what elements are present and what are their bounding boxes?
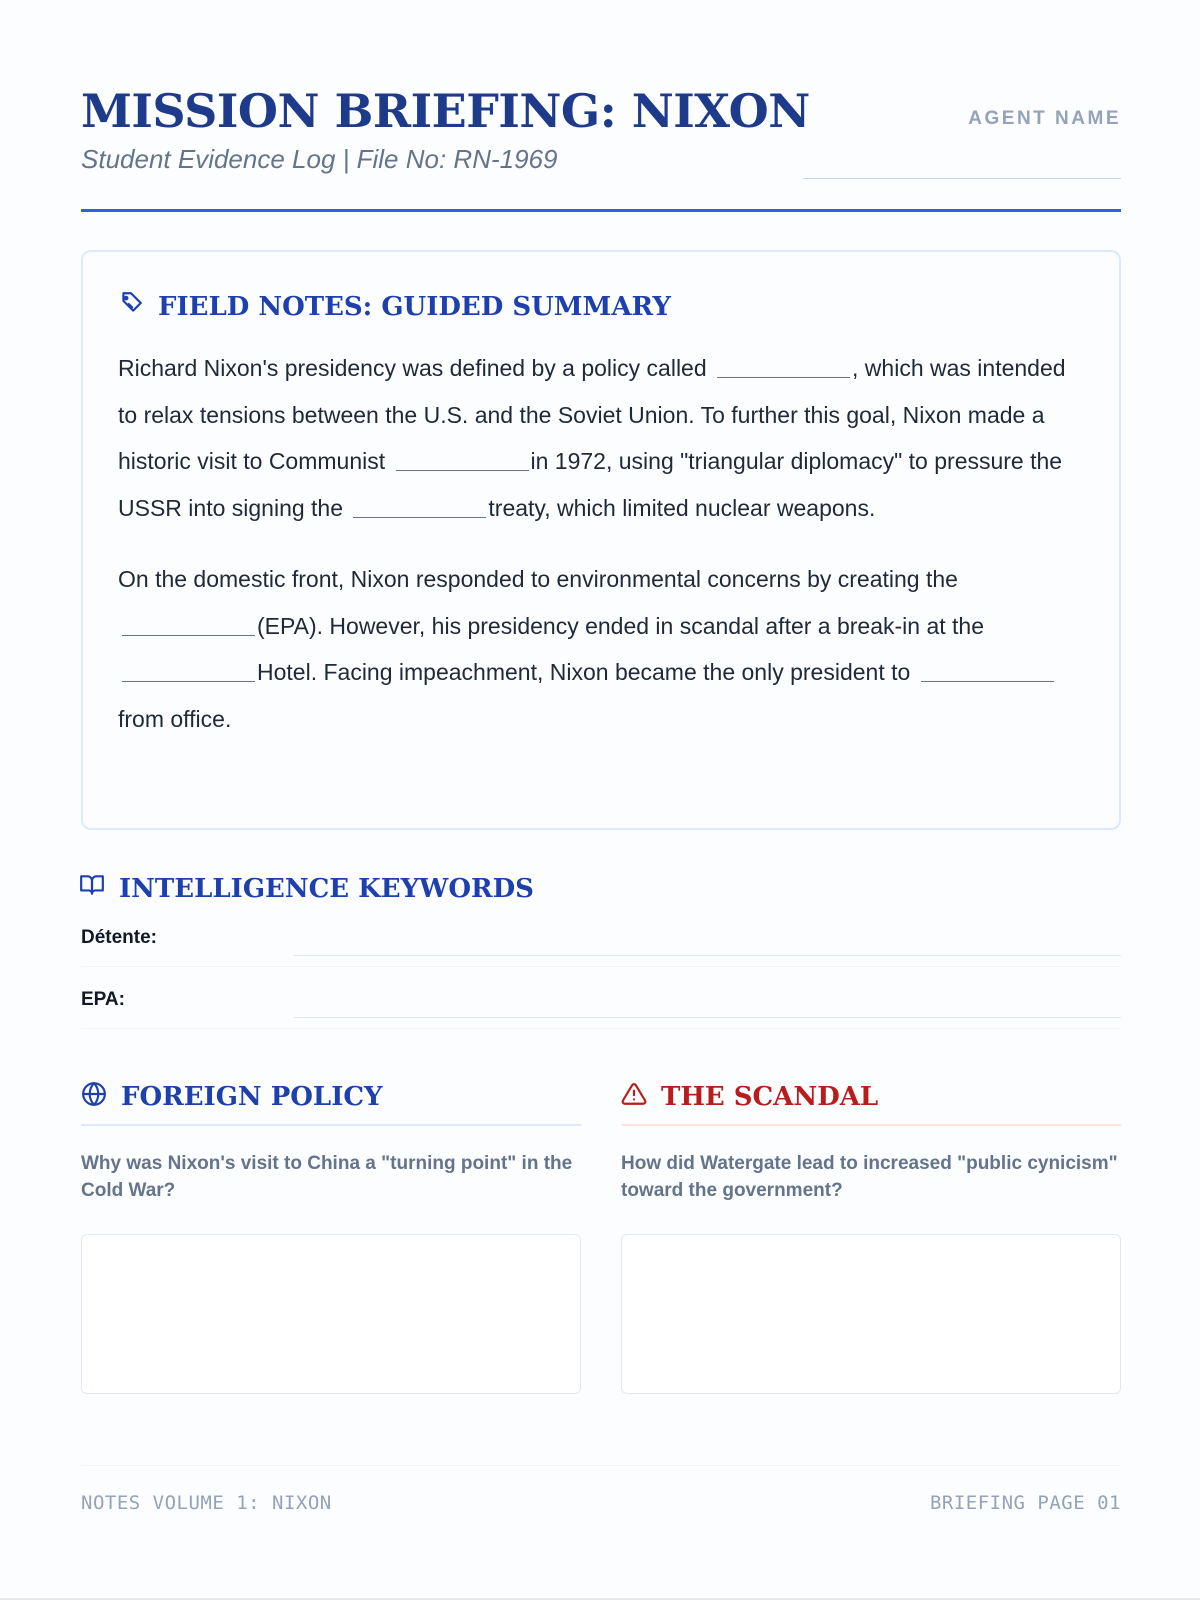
scandal-answer-box[interactable]: [621, 1234, 1121, 1394]
summary-paragraph-1: [118, 345, 1085, 531]
scandal-section: [621, 1076, 1121, 1394]
intelligence-keywords: [81, 872, 1121, 1029]
globe-icon: [81, 1081, 107, 1114]
footer-right: BRIEFING PAGE 01: [929, 1492, 1121, 1514]
keywords-heading-text: INTELLIGENCE KEYWORDS: [119, 873, 534, 904]
agent-name-label: AGENT NAME: [968, 108, 1121, 129]
foreign-policy-question: Why was Nixon's visit to China a "turning point" in the Cold War?: [81, 1153, 573, 1201]
foreign-policy-heading: [81, 1076, 581, 1126]
foreign-policy-answer-box[interactable]: [81, 1234, 581, 1394]
keyword-label: EPA:: [81, 989, 125, 1010]
page-title: MISSION BRIEFING: NIXON: [81, 84, 810, 138]
open-book-icon: [79, 872, 105, 905]
foreign-policy-section: [81, 1076, 581, 1394]
warning-triangle-icon: [621, 1081, 647, 1114]
footer-left: NOTES VOLUME 1: NIXON: [81, 1492, 332, 1514]
summary-text: , which was intended to relax tensions between the U.S. and the Soviet Union. To further this goal, Nixon made a historic visit to Communist: [118, 355, 1066, 474]
page-footer: [81, 1465, 1121, 1514]
blank-detente[interactable]: [717, 354, 850, 378]
page-subtitle: Student Evidence Log | File No: RN-1969: [81, 144, 558, 174]
summary-text: treaty, which limited nuclear weapons.: [488, 494, 876, 521]
agent-name-field[interactable]: [803, 178, 1121, 179]
summary-paragraph-2: [118, 556, 1085, 742]
scandal-question: How did Watergate lead to increased "public cynicism" toward the government?: [621, 1153, 1118, 1201]
scandal-heading-text: THE SCANDAL: [661, 1082, 879, 1112]
keywords-heading: [81, 872, 1121, 905]
guided-summary: [118, 345, 1085, 742]
field-notes-heading: [118, 290, 1085, 323]
foreign-policy-heading-text: FOREIGN POLICY: [121, 1082, 383, 1112]
summary-text: Richard Nixon's presidency was defined by a policy called: [118, 355, 714, 381]
field-notes-card: [81, 250, 1121, 830]
summary-text: from office.: [118, 705, 232, 732]
summary-text: in 1972, using "triangular diplomacy" to pressure the USSR into signing the: [118, 448, 1063, 521]
keyword-row-epa: [81, 967, 1121, 1029]
keyword-label: Détente:: [81, 927, 158, 948]
blank-epa[interactable]: [122, 612, 255, 636]
summary-text: Hotel. Facing impeachment, Nixon became the only president to: [257, 659, 917, 685]
pen-tag-icon: [118, 290, 144, 323]
keyword-answer-line[interactable]: [294, 1017, 1121, 1018]
blank-watergate[interactable]: [122, 658, 255, 682]
summary-text: On the domestic front, Nixon responded to environmental concerns by creating the: [118, 566, 958, 592]
page-header: [81, 78, 1121, 212]
summary-text: (EPA). However, his presidency ended in scandal after a break-in at the: [257, 612, 985, 639]
blank-resign[interactable]: [921, 658, 1054, 682]
blank-salt[interactable]: [353, 494, 486, 518]
scandal-heading: [621, 1076, 1121, 1126]
blank-china[interactable]: [396, 447, 529, 471]
keyword-row-detente: [81, 905, 1121, 967]
keyword-answer-line[interactable]: [294, 955, 1121, 956]
field-notes-heading-text: FIELD NOTES: GUIDED SUMMARY: [158, 291, 671, 322]
